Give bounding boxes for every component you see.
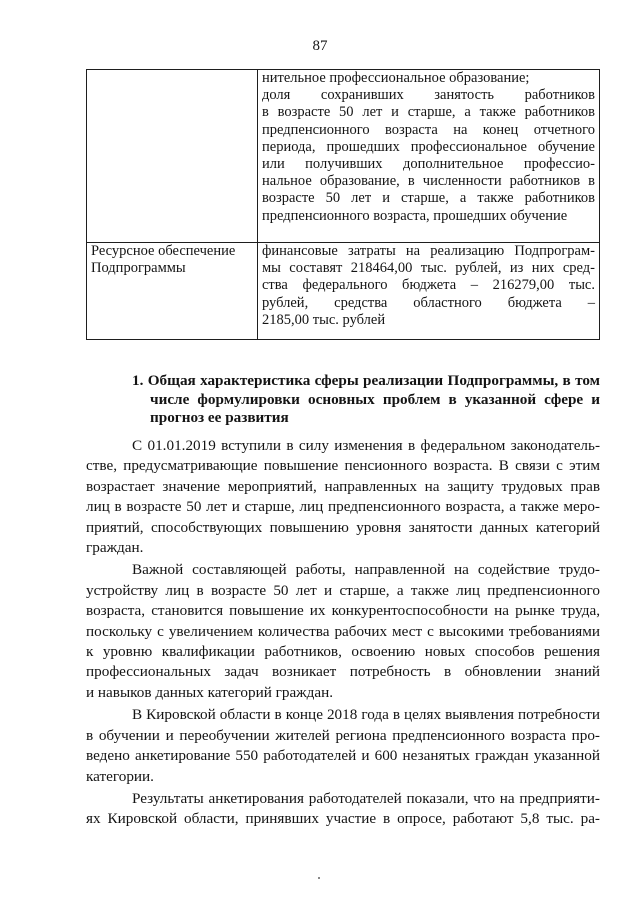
paragraph-line: В Кировской области в конце 2018 года в целях выявления потребности <box>132 706 600 724</box>
paragraph-line: Важной составляющей работы, направленной на содействие трудо- <box>132 561 600 579</box>
value-line: мы составят 218464,00 тыс. рублей, из них сред- <box>262 260 595 277</box>
subprogram-passport-table <box>86 69 600 340</box>
paragraph-line: возрастает значение мероприятий, направленных на защиту трудовых прав <box>86 477 600 495</box>
value-line: нальное образование, в численности работников в <box>262 173 595 190</box>
value-line: финансовые затраты на реализацию Подпрограм- <box>262 243 595 259</box>
paragraph-line: ях Кировской области, принявших участие в опросе, работают 5,8 тыс. ра- <box>86 810 600 828</box>
paragraph-line: профессиональных задач возникает потребность в обновлении знаний <box>86 663 600 681</box>
paragraph <box>86 705 600 787</box>
paragraph <box>86 789 600 830</box>
table-label-cell <box>87 243 258 340</box>
page-number: 87 <box>312 38 328 54</box>
table-row-resources <box>87 243 600 340</box>
paragraph-line: граждан. <box>86 539 144 557</box>
value-line: возрасте 50 лет и старше, а также работников <box>262 190 595 207</box>
paragraph-line: и навыков данных категорий граждан. <box>86 683 334 701</box>
scan-dot <box>318 877 320 879</box>
value-line: периода, прошедших профессиональное обучение <box>262 138 595 155</box>
paragraph-line: Результаты анкетирования работодателей показали, что на предприяти- <box>132 789 600 807</box>
paragraph-line: в обучении и переобучении жителей региона предпенсионного возраста про- <box>86 726 600 744</box>
paragraph-line: стве, предусматривающие повышение пенсионного возраста. В связи с этим <box>86 457 600 475</box>
value-line: ства федерального бюджета – 216279,00 тыс. <box>262 277 595 294</box>
paragraph-line: лиц в возрасте 50 лет и старше, лиц предпенсионного возраста, а также меро- <box>86 498 600 516</box>
body-text <box>86 436 600 832</box>
paragraph-line: поскольку с увеличением количества рабочих мест с высокими требованиями <box>86 622 600 640</box>
heading-line: 1. Общая характеристика сферы реализации Подпрограммы, в том <box>132 372 600 389</box>
value-line: или получивших дополнительное профессио- <box>262 156 595 173</box>
paragraph-line: С 01.01.2019 вступили в силу изменения в федеральном законодатель- <box>132 437 600 454</box>
paragraph-line: ведено анкетирование 550 работодателей и 600 незанятых граждан указанной <box>86 747 600 765</box>
table-row-indicators <box>87 70 600 243</box>
value-line: рублей, средства областного бюджета – <box>262 294 595 311</box>
value-line: предпенсионного возраста на конец отчетного <box>262 121 595 138</box>
label-line: Подпрограммы <box>91 260 186 277</box>
table-value-cell <box>258 243 600 340</box>
paragraph <box>86 560 600 703</box>
paragraph <box>86 436 600 558</box>
value-line: предпенсионного возраста, прошедших обучение <box>262 207 568 224</box>
value-line: доля сохранивших занятость работников <box>262 87 595 104</box>
paragraph-line: устройству лиц в возрасте 50 лет и старше, а также лиц предпенсионного <box>86 581 600 599</box>
value-line: нительное профессиональное образование; <box>262 70 530 86</box>
paragraph-line: к уровню квалификации работников, освоению новых способов решения <box>86 643 600 661</box>
value-line: 2185,00 тыс. рублей <box>262 311 386 328</box>
table-value-cell <box>258 70 600 243</box>
paragraph-line: возраста, становится повышение их конкурентоспособности на рынке труда, <box>86 602 600 620</box>
paragraph-line: приятий, способствующих повышению уровня занятости данных категорий <box>86 518 600 536</box>
section-heading <box>132 372 600 428</box>
table-label-cell <box>87 70 258 243</box>
value-line: в возрасте 50 лет и старше, а также работников <box>262 104 595 121</box>
paragraph-line: категории. <box>86 767 154 785</box>
label-line: Ресурсное обеспечение <box>91 243 236 259</box>
heading-line: прогноз ее развития <box>150 409 289 426</box>
heading-line: числе формулировки основных проблем в указанной сфере и <box>150 390 600 408</box>
